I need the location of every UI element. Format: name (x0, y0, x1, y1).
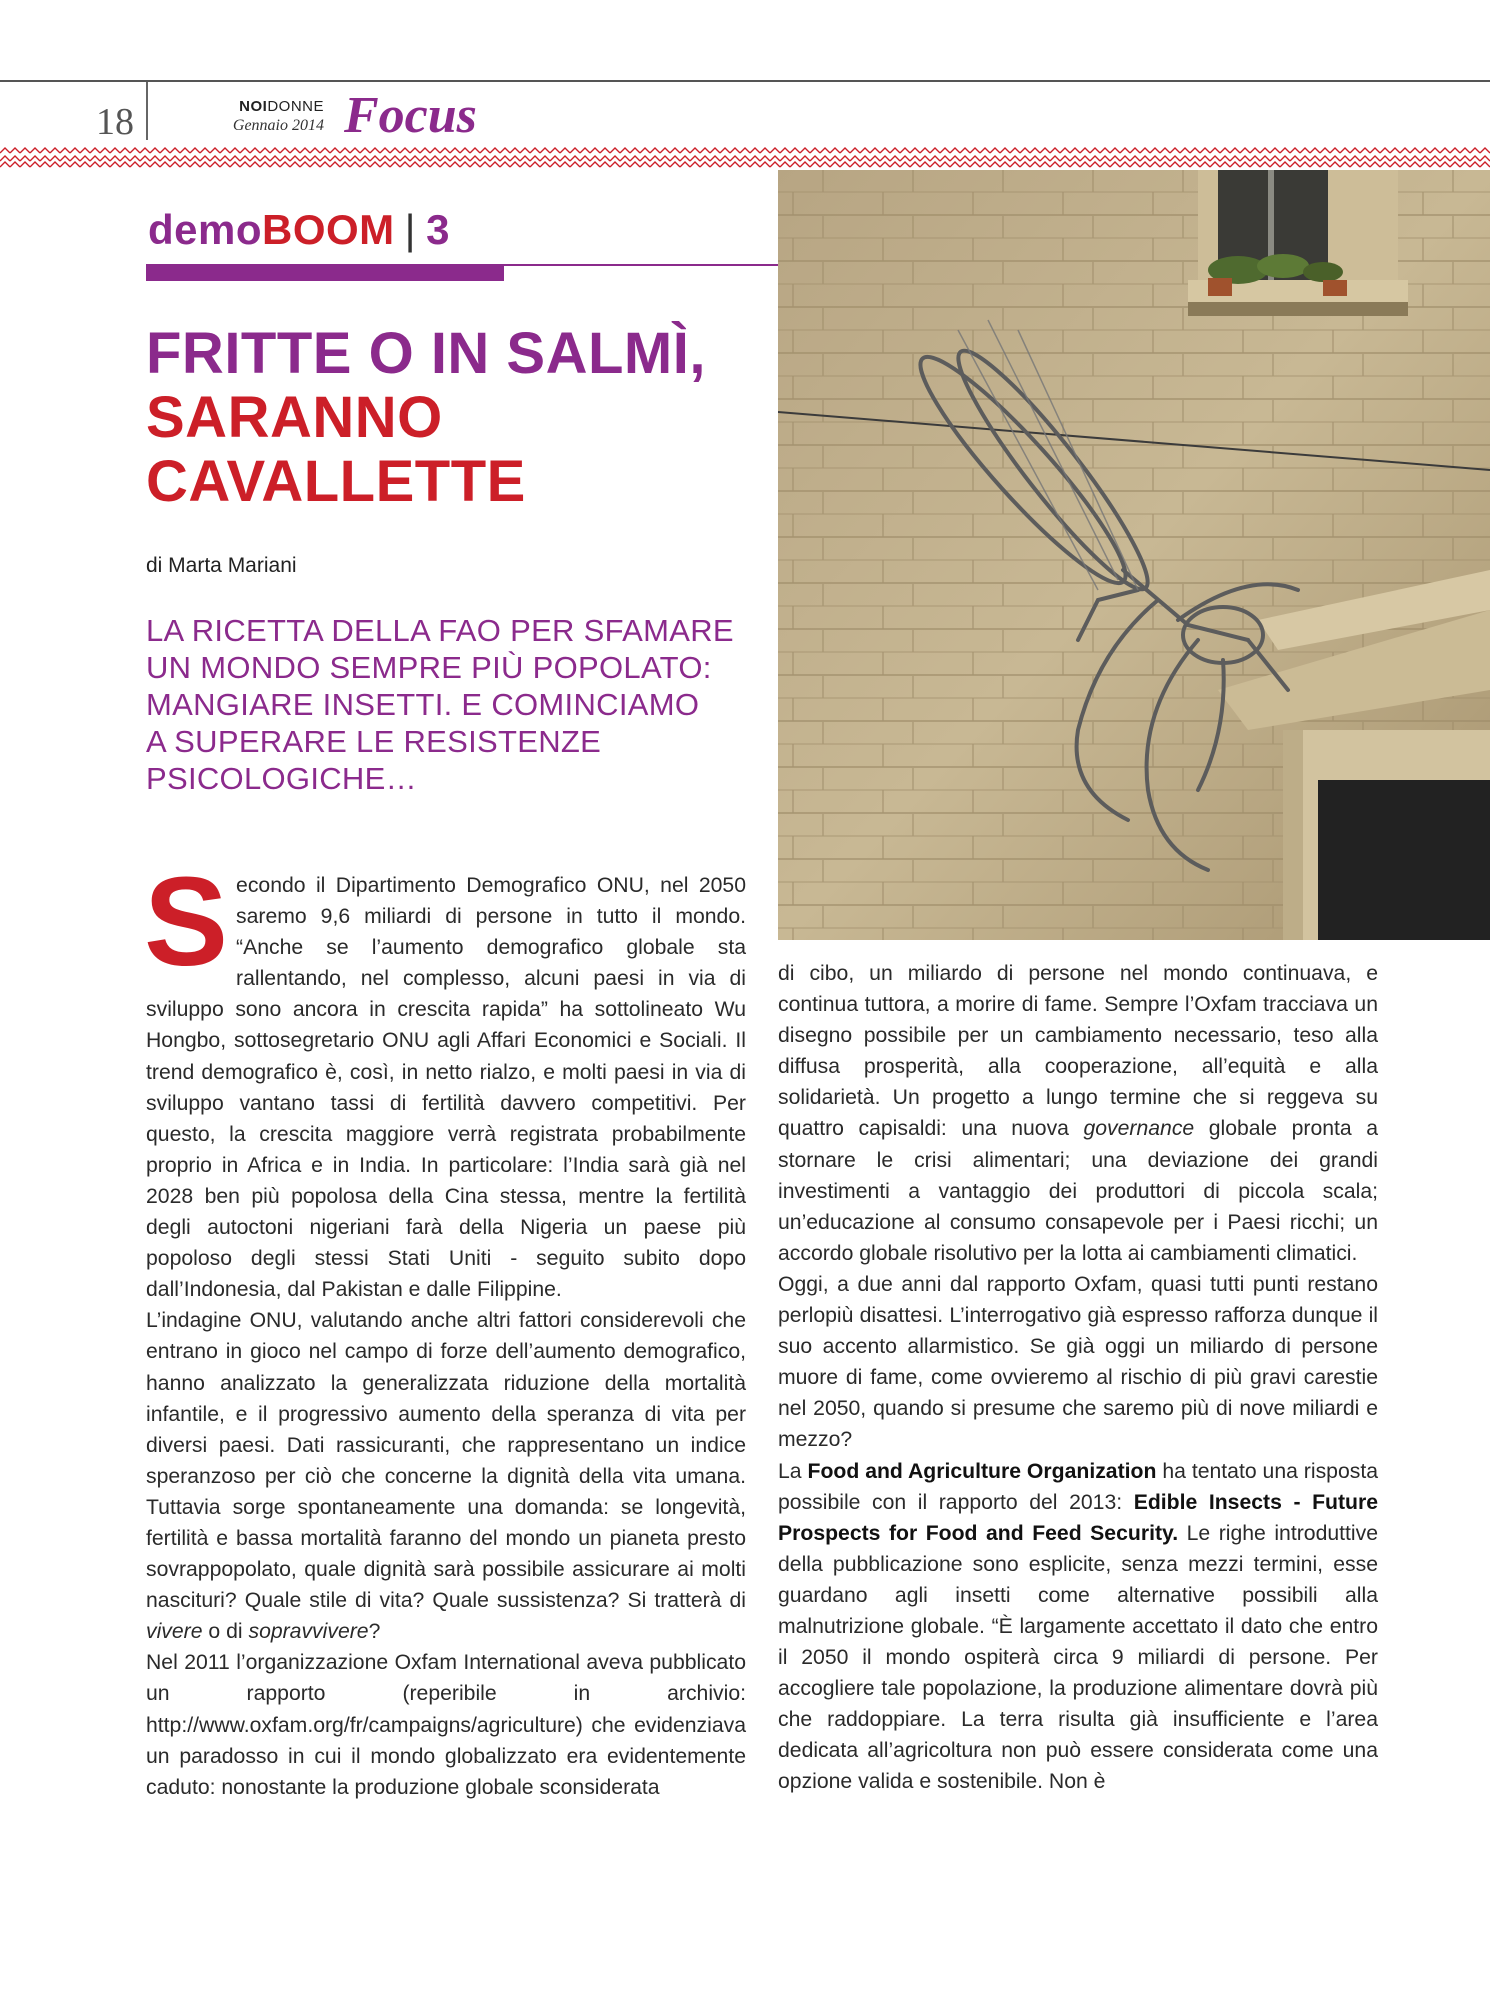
headline-line-2: SARANNO (146, 385, 443, 450)
standfirst-line: PSICOLOGICHE… (146, 761, 417, 796)
kicker-separator: | (404, 206, 417, 253)
byline: di Marta Mariani (146, 554, 297, 577)
zigzag-divider (0, 146, 1490, 168)
kicker-accent: BOOM (262, 206, 395, 253)
standfirst-line: MANGIARE INSETTI. E COMINCIAMO (146, 687, 700, 722)
standfirst-line: UN MONDO SEMPRE PIÙ POPOLATO: (146, 650, 712, 685)
issue-date: Gennaio 2014 (232, 117, 324, 134)
series-kicker (148, 206, 450, 254)
section-title: Focus (344, 87, 477, 144)
body-column-left (144, 851, 746, 1803)
insect-sculpture-photo (778, 170, 1490, 940)
body-paragraph: Secondo il Dipartimento Demografico ONU, nel 2050 saremo 9,6 miliardi di persone in tutto il mondo. “Anche se l’aumento demografico globale sta rallentando, nel complesso, alcuni paesi in via di sviluppo sono ancora in crescita rapida” ha sottolineato Wu Hongbo, sottosegretario ONU agli Affari Economici e Sociali. Il trend demografico è, così, in netto rialzo, e molti paesi in via di sviluppo vantano tassi di fertilità davvero competitivi. Per questo, la crescita maggiore verrà registrata probabilmente proprio in Africa e in India. In particolare: l’India sarà già nel 2028 ben più popolosa della Cina stessa, mentre la fertilità degli autoctoni nigeriani farà della Nigeria un paese più popoloso degli stessi Stati Uniti - seguito subito dopo dall’Indonesia, dal Pakistan e dalle Filippine. (144, 851, 746, 1302)
header-divider (146, 82, 148, 140)
standfirst (146, 612, 766, 797)
body-paragraph: Nel 2011 l’organizzazione Oxfam International aveva pubblicato un rapporto (reperibile in archivio: http://www.oxfam.org/fr/campaigns/agriculture) che evidenziava un paradosso in cui il mondo globalizzato era evidentemente caduto: nonostante la produzione globale sconsiderata (146, 1651, 746, 1799)
body-paragraph: di cibo, un miliardo di persone nel mondo continuava, e continua tuttora, a morire di fame. Sempre l’Oxfam tracciava un disegno possibile per un cambiamento necessario, teso alla diffusa prosperità, alla cooperazione, all’equità e alla solidarietà. Un progetto a lungo termine che si reggeva su quattro capisaldi: una nuova governance globale pronta a stornare le crisi alimentari; una deviazione dei grandi investimenti a vantaggio dei produttori di piccola scala; un’educazione al consumo consapevole per i Paesi ricchi; un accordo globale risolutivo per la lotta ai cambiamenti climatici. (778, 962, 1378, 1265)
drop-cap: S (144, 851, 229, 992)
kicker-prefix: demo (148, 206, 263, 253)
kicker-number: 3 (426, 206, 450, 253)
body-column-right (778, 958, 1378, 1798)
headline-line-3: CAVALLETTE (146, 449, 526, 514)
top-rule (0, 80, 1490, 82)
headline-line-1: FRITTE O IN SALMÌ, (146, 321, 706, 386)
magazine-masthead (208, 98, 324, 135)
magazine-name: NOIDONNE (239, 98, 324, 115)
body-paragraph: L’indagine ONU, valutando anche altri fattori considerevoli che entrano in gioco nel campo di forze dell’aumento demografico, hanno analizzato la generalizzata riduzione della mortalità infantile, e il progressivo aumento della speranza di vita per diversi paesi. Dati rassicuranti, che rappresentano un indice speranzoso per ciò che concerne la dignità della vita umana. Tuttavia sorge spontaneamente una domanda: se longevità, fertilità e bassa mortalità faranno del mondo un pianeta presto sovrappopolato, quale dignità sarà possibile assicurare ai molti nascituri? Quale stile di vita? Quale sussistenza? Si tratterà di vivere o di sopravvivere? (146, 1309, 746, 1644)
kicker-bar (146, 265, 504, 281)
body-paragraph: Oggi, a due anni dal rapporto Oxfam, quasi tutti punti restano perlopiù disattesi. L’interrogativo già espresso rafforza dunque il suo accento allarmistico. Se già oggi un miliardo di persone muore di fame, come ovvieremo al rischio di più gravi carestie nel 2050, quando si presume che saremo più di nove miliardi e mezzo? (778, 1272, 1378, 1452)
standfirst-line: A SUPERARE LE RESISTENZE (146, 724, 602, 759)
standfirst-line: LA RICETTA DELLA FAO PER SFAMARE (146, 613, 734, 648)
photo-illustration (778, 170, 1490, 940)
article-headline (146, 322, 776, 514)
page-number: 18 (96, 101, 134, 143)
body-paragraph: La Food and Agriculture Organization ha tentato una risposta possibile con il rapporto del 2013: Edible Insects - Future Prospects for Food and Feed Security. Le righe introduttive della pubblicazione sono esplicite, senza mezzi termini, esse guardano agli insetti come alternative possibili alla malnutrizione globale. “È largamente accettato il dato che entro il 2050 il mondo ospiterà circa 9 miliardi di persone. Per accogliere tale popolazione, la produzione alimentare dovrà più che raddoppiare. La terra risulta già insufficiente e l’area dedicata all’agricoltura non può essere considerata come una opzione valida e sostenibile. Non è (778, 1459, 1378, 1794)
